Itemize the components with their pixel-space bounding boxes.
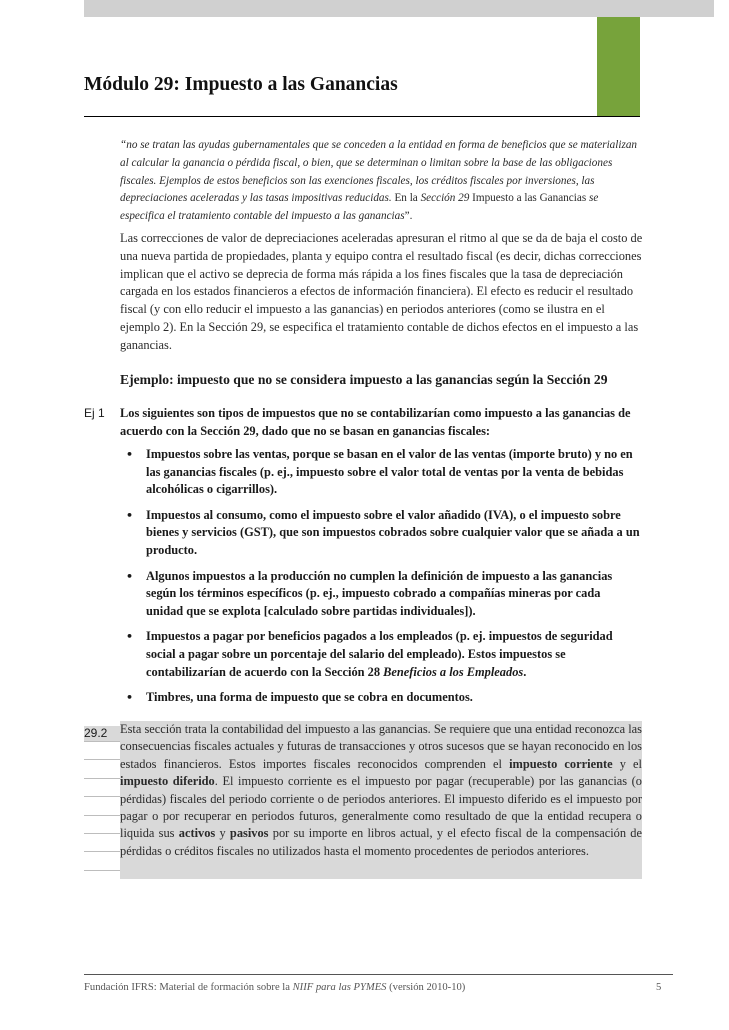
- ruled-line: [84, 815, 120, 833]
- list-item: [120, 689, 640, 707]
- title-underline: [84, 116, 640, 117]
- bullet-icon: •: [126, 691, 134, 705]
- ruled-line: [84, 741, 120, 759]
- page-number: 5: [656, 982, 662, 993]
- ruled-line: [84, 833, 120, 851]
- section-text-part: Esta sección trata la contabilidad del impuesto a las ganancias. Se requiere que una entidad reconozca las consecuencias fiscales actuales y futuras de transacciones y otros sucesos que se hayan reconocido en los estados financieros. Estos importes fiscales reconocidos comprenden el: [120, 722, 642, 771]
- quote-part: se especifica el tratamiento contable del impuesto a las ganancias: [120, 192, 599, 223]
- bullet-icon: •: [126, 630, 134, 644]
- ruled-line: [84, 851, 120, 869]
- footer-prefix: Fundación IFRS: Material de formación sobre la: [84, 982, 293, 993]
- list-item-end: .: [523, 664, 527, 679]
- example-intro: Los siguientes son tipos de impuestos que no se contabilizarían como impuesto a las ganancias de acuerdo con la Sección 29, dado que no se basan en ganancias fiscales:: [120, 406, 631, 438]
- list-item-text: Timbres, una forma de impuesto que se cobra en documentos.: [146, 690, 473, 705]
- list-item: [120, 568, 640, 621]
- example-heading: Ejemplo: impuesto que no se considera impuesto a las ganancias según la Sección 29: [120, 372, 608, 387]
- ruled-line: [84, 759, 120, 777]
- bullet-icon: •: [126, 448, 134, 461]
- list-item: [120, 446, 640, 499]
- section-29-2-block: [84, 721, 642, 879]
- footer-text: [84, 982, 465, 993]
- body-paragraph: Las correcciones de valor de depreciaciones aceleradas apresuran el ritmo al que se da de baja el costo de una nueva partida de propiedades, planta y equipo contra el resultado fiscal (es decir, dichas correcciones implican que el activo se deprecia de forma más rápida a los fines fiscales que la tasa de depreciación cargada en los estados financieros a efectos de información financiera). El efecto es reducir el resultado fiscal (y con ello reducir el impuesto a las ganancias) en periodos anteriores (como se ilustra en el ejemplo 2). En la Sección 29, se especifica el tratamiento contable de dichos efectos en el impuesto a las ganancias.: [120, 231, 643, 352]
- green-accent-block: [597, 17, 640, 117]
- quote-part: ”.: [404, 210, 413, 223]
- section-text-part: por su importe en libros actual, y el efecto fiscal de la compensación de pérdidas o créditos fiscales no utilizados hasta el momento procedentes de periodos anteriores.: [120, 826, 643, 858]
- footer-rule: [84, 974, 673, 975]
- quoted-text: [120, 137, 640, 226]
- term-impuesto-corriente: impuesto corriente: [509, 756, 613, 771]
- list-item: [120, 628, 640, 681]
- bullet-icon: •: [126, 569, 134, 583]
- term-pasivos: pasivos: [229, 826, 269, 841]
- ruled-line: [84, 778, 120, 796]
- list-item-text: Impuestos sobre las ventas, porque se basan en el valor de las ventas (importe bruto) y no en las ganancias fiscales (p. ej., impuesto sobre el valor total de ventas por la venta de bebidas alcohólicas o cigarrillos).: [146, 447, 633, 497]
- module-title: Módulo 29: Impuesto a las Ganancias: [84, 74, 398, 95]
- term-impuesto-diferido: impuesto diferido: [120, 774, 215, 789]
- ruled-lines: [84, 741, 120, 888]
- bullet-icon: •: [126, 508, 134, 522]
- top-banner-bar: [84, 0, 714, 17]
- list-item: [120, 507, 640, 560]
- section-ref: 29.2: [84, 726, 120, 742]
- quote-part: Sección 29: [420, 192, 470, 205]
- ruled-line: [84, 796, 120, 814]
- list-item-italic: Beneficios a los Empleados: [383, 664, 524, 679]
- list-item-text: Algunos impuestos a la producción no cumplen la definición de impuesto a las ganancias según los términos específicos (p. ej., impuesto cobrado a compañías mineras por cada unidad que se explota [calculado sobre partidas individuales]).: [146, 568, 613, 618]
- quote-part: En la: [391, 192, 421, 205]
- list-item-text: Impuestos a pagar por beneficios pagados a los empleados (p. ej. impuestos de seguridad social a pagar sobre un porcentaje del salario del empleado). Estos impuestos se contabilizarían de acuerdo con la Sección 28: [146, 629, 613, 679]
- section-text-part: y: [215, 826, 230, 841]
- term-activos: activos: [178, 826, 216, 841]
- footer-italic: NIIF para las PYMES: [292, 982, 387, 993]
- ruled-line: [84, 870, 120, 888]
- quote-part: Impuesto a las Ganancias: [469, 192, 587, 205]
- section-text-part: y el: [612, 756, 642, 771]
- example-ref: Ej 1: [84, 406, 105, 420]
- quote-part: “no se tratan las ayudas gubernamentales que se conceden a la entidad en forma de beneficios que se materializan al calcular la ganancia o pérdida fiscal, o bien, que se determinan o limitan sobre la base de las obligaciones fiscales. Ejemplos de estos beneficios son las exenciones fiscales, los créditos fiscales por inversiones, las depreciaciones aceleradas y las tasas impositivas reducidas.: [120, 139, 638, 205]
- section-text: [120, 721, 642, 860]
- section-text-part: . El impuesto corriente es el impuesto por pagar (recuperable) por las ganancias (o pérdidas) fiscales del periodo corriente o de periodos anteriores. El impuesto diferido es el impuesto por pagar o por recuperar en periodos futuros, generalmente como resultado de que la entidad recupera o liquida sus: [120, 774, 643, 841]
- list-item-text: Impuestos al consumo, como el impuesto sobre el valor añadido (IVA), o el impuesto sobre bienes y servicios (GST), que son impuestos cobrados sobre cualquier valor que se añada a un producto.: [146, 507, 640, 557]
- footer-suffix: (versión 2010-10): [386, 982, 466, 993]
- example-list: [120, 446, 640, 715]
